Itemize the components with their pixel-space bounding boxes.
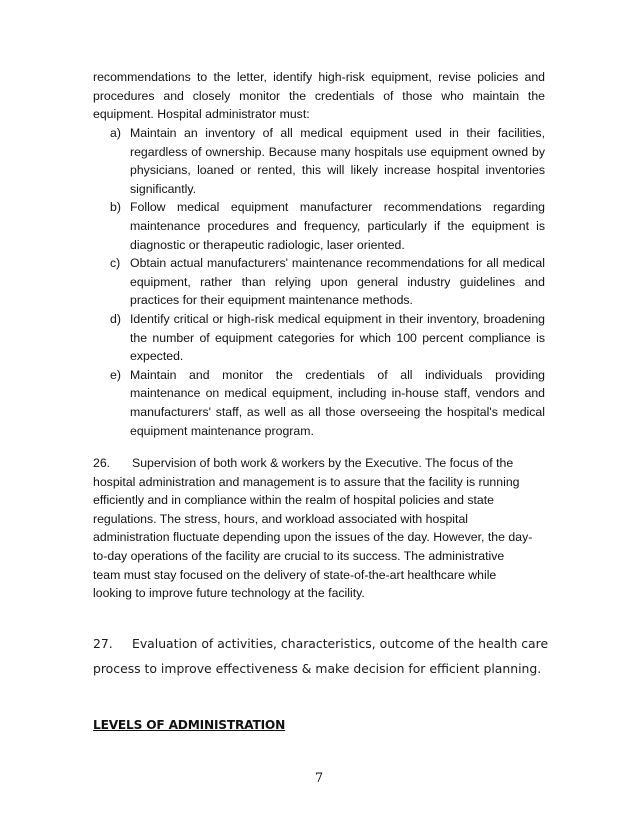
paragraph-27 — [93, 631, 553, 681]
paragraph-number: 27. — [93, 636, 113, 651]
list-item — [93, 310, 545, 366]
list-item — [93, 124, 545, 198]
list-marker: e) — [110, 367, 121, 382]
list-marker: a) — [110, 126, 121, 140]
list-item — [93, 254, 545, 310]
list-item-text: Obtain actual manufacturers' maintenance recommendations for all medical equipment, rather than relying upon general industry guidelines and practices for their equipment maintenance methods. — [130, 256, 545, 308]
list-item-text: Identify critical or high-risk medical equipment in their inventory, broadening the number of equipment categories for which 100 percent compliance is expected. — [130, 311, 545, 364]
list-item-text: Follow medical equipment manufacturer recommendations regarding maintenance procedures and frequency, particularly if the equipment is diagnostic or therapeutic radiologic, laser oriented. — [130, 200, 545, 252]
paragraph-text: Supervision of both work & workers by the Executive. The focus of the hospital administration and management is to assure that the facility is running efficiently and in compliance within the realm of hospital policies and state regulations. The stress, hours, and workload associated with hospital administration fluctuate depending upon the issues of the day. However, the day-to-day operations of the facility are crucial to its success. The administrative team must stay focused on the delivery of state-of-the-art healthcare while looking to improve future technology at the facility. — [93, 456, 533, 601]
paragraph-text: Evaluation of activities, characteristics, outcome of the health care process to improve effectiveness & make decision for efficient planning. — [93, 636, 549, 676]
list-item — [93, 366, 545, 440]
paragraph-26 — [93, 454, 533, 603]
list-item-text: Maintain and monitor the credentials of all individuals providing maintenance on medical equipment, including in-house staff, vendors and manufacturers' staff, as well as all those overseeing the hospital's medical equipment maintenance program. — [130, 367, 545, 438]
list-marker: b) — [110, 200, 121, 215]
intro-paragraph: recommendations to the letter, identify high-risk equipment, revise policies and procedures and closely monitor the credentials of those who maintain the equipment. Hospital administrator must: — [93, 70, 545, 122]
list-marker: d) — [110, 311, 121, 326]
section-heading: LEVELS OF ADMINISTRATION — [93, 718, 286, 732]
page-number: 7 — [314, 771, 324, 786]
requirements-list — [93, 124, 545, 440]
list-item-text: Maintain an inventory of all medical equipment used in their facilities, regardless of ownership. Because many hospitals use equipment owned by physicians, loaned or rented, this will likely increase hospital inventories significantly. — [130, 126, 545, 196]
list-marker: c) — [110, 256, 121, 271]
paragraph-number: 26. — [93, 456, 111, 470]
list-item — [93, 198, 545, 254]
